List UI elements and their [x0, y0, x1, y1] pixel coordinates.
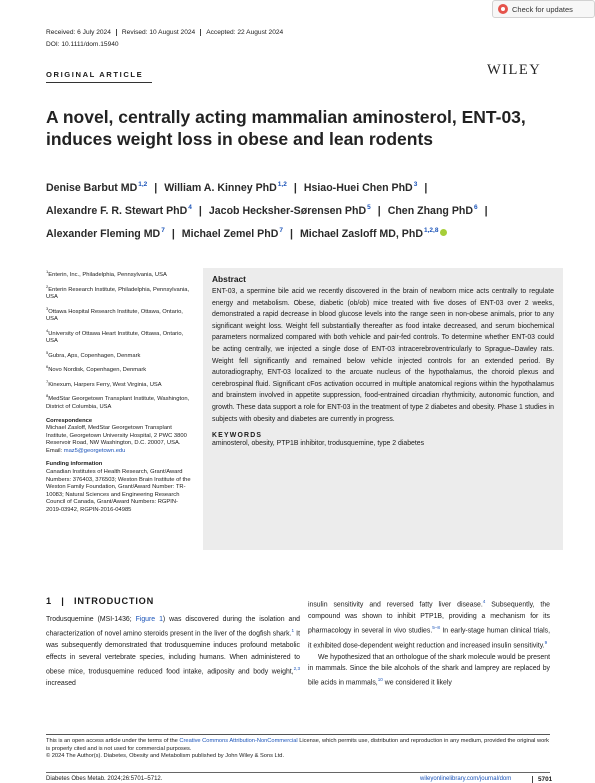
journal-url-link[interactable]: wileyonlinelibrary.com/journal/dom: [420, 776, 512, 782]
abstract-text: ENT-03, a spermine bile acid we recently discovered in the brain of newborn mice acts centrally to regulate energy and metabolism. Obese, diabetic (ob/ob) mice treated with five doses of ENT-03 over 2 weeks, demonstrated a rapid decrease in blood glucose levels into the range seen in non-obese animals, prior to any significant weight loss. Weight fell substantially thereafter as food intake decreased, and serum biochemical parameters normalized compared with both vehicle and pair-fed controls. To determine whether ENT-03 could be acting centrally, we injected a single dose of ENT-03 intracerebroventricularly to Sprague–Dawley rats. Weight fell significantly and remained below vehicle injected controls for an extended period. By autoradiography, ENT-03 localized to the arcuate nucleus of the hypothalamus, the choroid plexus and cerebrospinal fluid. Significant cFos activation occurred in multiple anatomical regions within the hypothalamus and brainstem involved in appetite suppression, food-entrained circadian rhythmicity, autonomic function, and growth. These data support a role for ENT-03 in the treatment of type 2 diabetes and obesity. Phase 1 studies in subjects with obesity and diabetes are currently in progress.: [212, 288, 554, 423]
author-list: [46, 175, 566, 244]
affiliation-text: Ottawa Hospital Research Institute, Ottawa, Ontario, USA: [46, 308, 183, 323]
article-type: ORIGINAL ARTICLE: [46, 70, 144, 79]
citation-link[interactable]: 1: [291, 628, 295, 634]
accepted-date: Accepted: 22 August 2024: [206, 29, 284, 36]
affiliation-item: [46, 363, 191, 375]
affiliation-item: [46, 327, 191, 346]
page-number: 5701: [532, 776, 552, 783]
author-separator: |: [198, 204, 202, 217]
author-label: Alexandre F. R. Stewart PhD: [46, 204, 188, 217]
affiliation-number: 6: [46, 364, 49, 370]
body-text: ) was discovered during the isolation and characterization of novel amino steroids present in the liver of the dogfish shark.: [46, 616, 300, 638]
citation-link[interactable]: 9: [544, 639, 548, 645]
author-label: Chen Zhang PhD: [387, 204, 474, 217]
affiliation-item: [46, 305, 191, 324]
author-label: Michael Zasloff MD, PhD: [299, 227, 423, 240]
funding-text: Canadian Institutes of Health Research, Grant/Award Numbers: 376403, 376503; Weston Brain Institute of the Weston Family Foundation, Grant/Award Number: TR-10083; Natural Sciences and Engineering Research Council of Canada, Grant/Award Numbers: RGPIN-2019-03942, RGPIN-2016-04985: [46, 469, 191, 514]
affiliation-item: [46, 268, 191, 280]
affiliation-number: 3: [46, 305, 49, 311]
author-separator: |: [293, 181, 297, 194]
affiliation-text: University of Ottawa Heart Institute, Ottawa, Ontario, USA: [46, 330, 184, 345]
orcid-icon[interactable]: [440, 229, 447, 236]
body-text: It was subsequently demonstrated that trodusquemine induces profound metabolic effects in several vertebrate species, including humans. When administered to obese mice, trodusquemine reduced food intake, adiposity and body weight,: [46, 630, 300, 676]
author-name: [164, 182, 287, 194]
affiliation-number: 1: [46, 269, 49, 274]
author-separator: |: [171, 227, 175, 240]
affiliation-ref[interactable]: 1,2,8: [423, 227, 439, 235]
author-separator: |: [484, 204, 488, 217]
section-title: INTRODUCTION: [74, 596, 155, 606]
affiliation-number: 8: [46, 393, 49, 399]
author-name: [46, 205, 192, 217]
body-text: In early-stage human clinical trials, it exhibited dose-dependent weight reduction and increased insulin sensitivity.: [308, 627, 550, 650]
author-label: Denise Barbut MD: [46, 181, 138, 194]
body-right-column: [308, 596, 550, 689]
author-label: Alexander Fleming MD: [46, 227, 161, 240]
author-name: [182, 228, 283, 240]
doi: DOI: 10.1111/dom.15940: [46, 41, 119, 48]
author-name: [300, 228, 439, 240]
check-for-updates-label: Check for updates: [512, 4, 573, 14]
affiliation-text: MedStar Georgetown Transplant Institute, Washington, District of Columbia, USA: [46, 396, 190, 410]
citation-link[interactable]: 10: [377, 677, 383, 683]
affiliation-ref[interactable]: 1,2: [277, 181, 287, 188]
received-date: Received: 6 July 2024: [46, 29, 117, 36]
keywords-heading: KEYWORDS: [212, 432, 263, 440]
author-name: [209, 205, 371, 217]
license-text: This is an open access article under the terms of the: [46, 738, 180, 744]
affiliation-ref[interactable]: 3: [413, 181, 418, 188]
body-text: we considered it likely: [382, 679, 452, 687]
section-number: 1: [46, 596, 52, 606]
affiliation-text: Enterin, Inc., Philadelphia, Pennsylvania, USA: [48, 271, 167, 278]
affiliation-item: [46, 283, 191, 302]
section-heading: 1 | INTRODUCTION: [46, 596, 155, 606]
email-label: Email:: [46, 447, 63, 454]
affiliation-text: Novo Nordisk, Copenhagen, Denmark: [48, 367, 147, 374]
body-text: increased: [46, 679, 76, 687]
paragraph: [308, 652, 550, 690]
author-label: Jacob Hecksher-Sørensen PhD: [208, 204, 367, 217]
license-link[interactable]: Creative Commons Attribution-NonCommercial: [179, 738, 298, 744]
citation-link[interactable]: 2,3: [293, 665, 300, 671]
license-footnote: [46, 738, 550, 761]
check-for-updates-button[interactable]: [492, 0, 595, 18]
citation-link[interactable]: 4: [482, 599, 486, 604]
body-text: Subsequently, the compound was shown to inhibit PTP1B, providing a mechanism for its pharmacology in several in vivo studies.: [308, 601, 550, 635]
affiliation-ref[interactable]: 6: [474, 204, 478, 212]
journal-citation: Diabetes Obes Metab. 2024;26:5701–5712.: [46, 776, 163, 782]
author-separator: |: [424, 181, 428, 194]
correspondence-heading: Correspondence: [46, 417, 93, 424]
author-separator: |: [289, 227, 293, 240]
author-name: [46, 228, 165, 240]
revised-date: Revised: 10 August 2024: [117, 29, 201, 36]
paragraph: [308, 596, 550, 652]
author-name: [388, 205, 478, 217]
author-label: Hsiao-Huei Chen PhD: [303, 181, 413, 194]
affiliation-number: 2: [46, 283, 49, 289]
footnote-divider: [46, 734, 550, 735]
correspondence-email: [46, 448, 191, 456]
email-link[interactable]: maz5@georgetown.edu: [63, 447, 126, 454]
affiliation-ref[interactable]: 7: [279, 227, 283, 235]
affiliation-item: [46, 392, 191, 411]
body-text: We hypothesized that an orthologue of the shark molecule would be present in mammals. Since the bile alcohols of the shark and lamprey are replaced by bile acids in mammals,: [308, 653, 551, 687]
author-name: [46, 182, 147, 194]
abstract-heading: Abstract: [212, 274, 246, 284]
author-label: William A. Kinney PhD: [164, 181, 277, 194]
abstract-box: [203, 268, 563, 550]
author-name: [304, 182, 418, 194]
author-label: Michael Zemel PhD: [181, 227, 279, 240]
copyright-text: © 2024 The Author(s). Diabetes, Obesity and Metabolism published by John Wiley & Sons Ltd.: [46, 753, 285, 760]
footer-divider: [46, 772, 550, 773]
affiliation-text: Kinexum, Harpers Ferry, West Virginia, USA: [48, 381, 162, 388]
affiliation-list: [46, 268, 191, 412]
affiliation-ref[interactable]: 4: [188, 204, 192, 212]
affiliation-text: Gubra, Aps, Copenhagen, Denmark: [48, 352, 141, 359]
author-separator: |: [154, 181, 158, 194]
affiliation-number: 5: [46, 349, 49, 355]
keywords-text: aminosterol, obesity, PTP1B inhibitor, trodusquemine, type 2 diabetes: [212, 440, 425, 448]
affiliation-ref[interactable]: 5: [367, 204, 371, 212]
body-left-column: [46, 614, 300, 689]
article-type-underline: [46, 82, 152, 83]
citation-link[interactable]: 5–8: [432, 625, 440, 631]
correspondence-text: Michael Zasloff, MedStar Georgetown Transplant Institute, Georgetown University Hospital, 2 PWC 3800 Reservoir Road, NW Washington, D.C. 20007, USA.: [46, 425, 187, 447]
affiliation-ref[interactable]: 1,2: [138, 181, 148, 188]
funding-heading: Funding information: [46, 461, 103, 468]
figure-link[interactable]: Figure 1: [135, 616, 163, 623]
publisher-logo: WILEY: [487, 62, 542, 78]
affiliation-number: 4: [46, 327, 49, 333]
affiliation-ref[interactable]: 7: [161, 227, 165, 235]
body-text: insulin sensitivity and reversed fatty liver disease.: [308, 601, 483, 609]
license-text: License, which permits use, distribution and reproduction in any medium, provided the original work is properly cited and is not used for commercial purposes.: [46, 738, 549, 752]
affiliation-number: 7: [46, 378, 49, 384]
affiliation-item: [46, 349, 191, 361]
affiliation-item: [46, 378, 191, 390]
affiliation-text: Enterin Research Institute, Philadelphia, Pennsylvania, USA: [46, 286, 190, 301]
affiliations-column: [46, 268, 191, 515]
author-separator: |: [377, 204, 381, 217]
update-badge-icon: [498, 4, 508, 14]
article-title: A novel, centrally acting mammalian aminosterol, ENT-03, induces weight loss in obese and lean rodents: [46, 107, 526, 149]
body-text: Trodusquemine (MSI-1436;: [46, 616, 136, 623]
article-history: [46, 29, 288, 36]
